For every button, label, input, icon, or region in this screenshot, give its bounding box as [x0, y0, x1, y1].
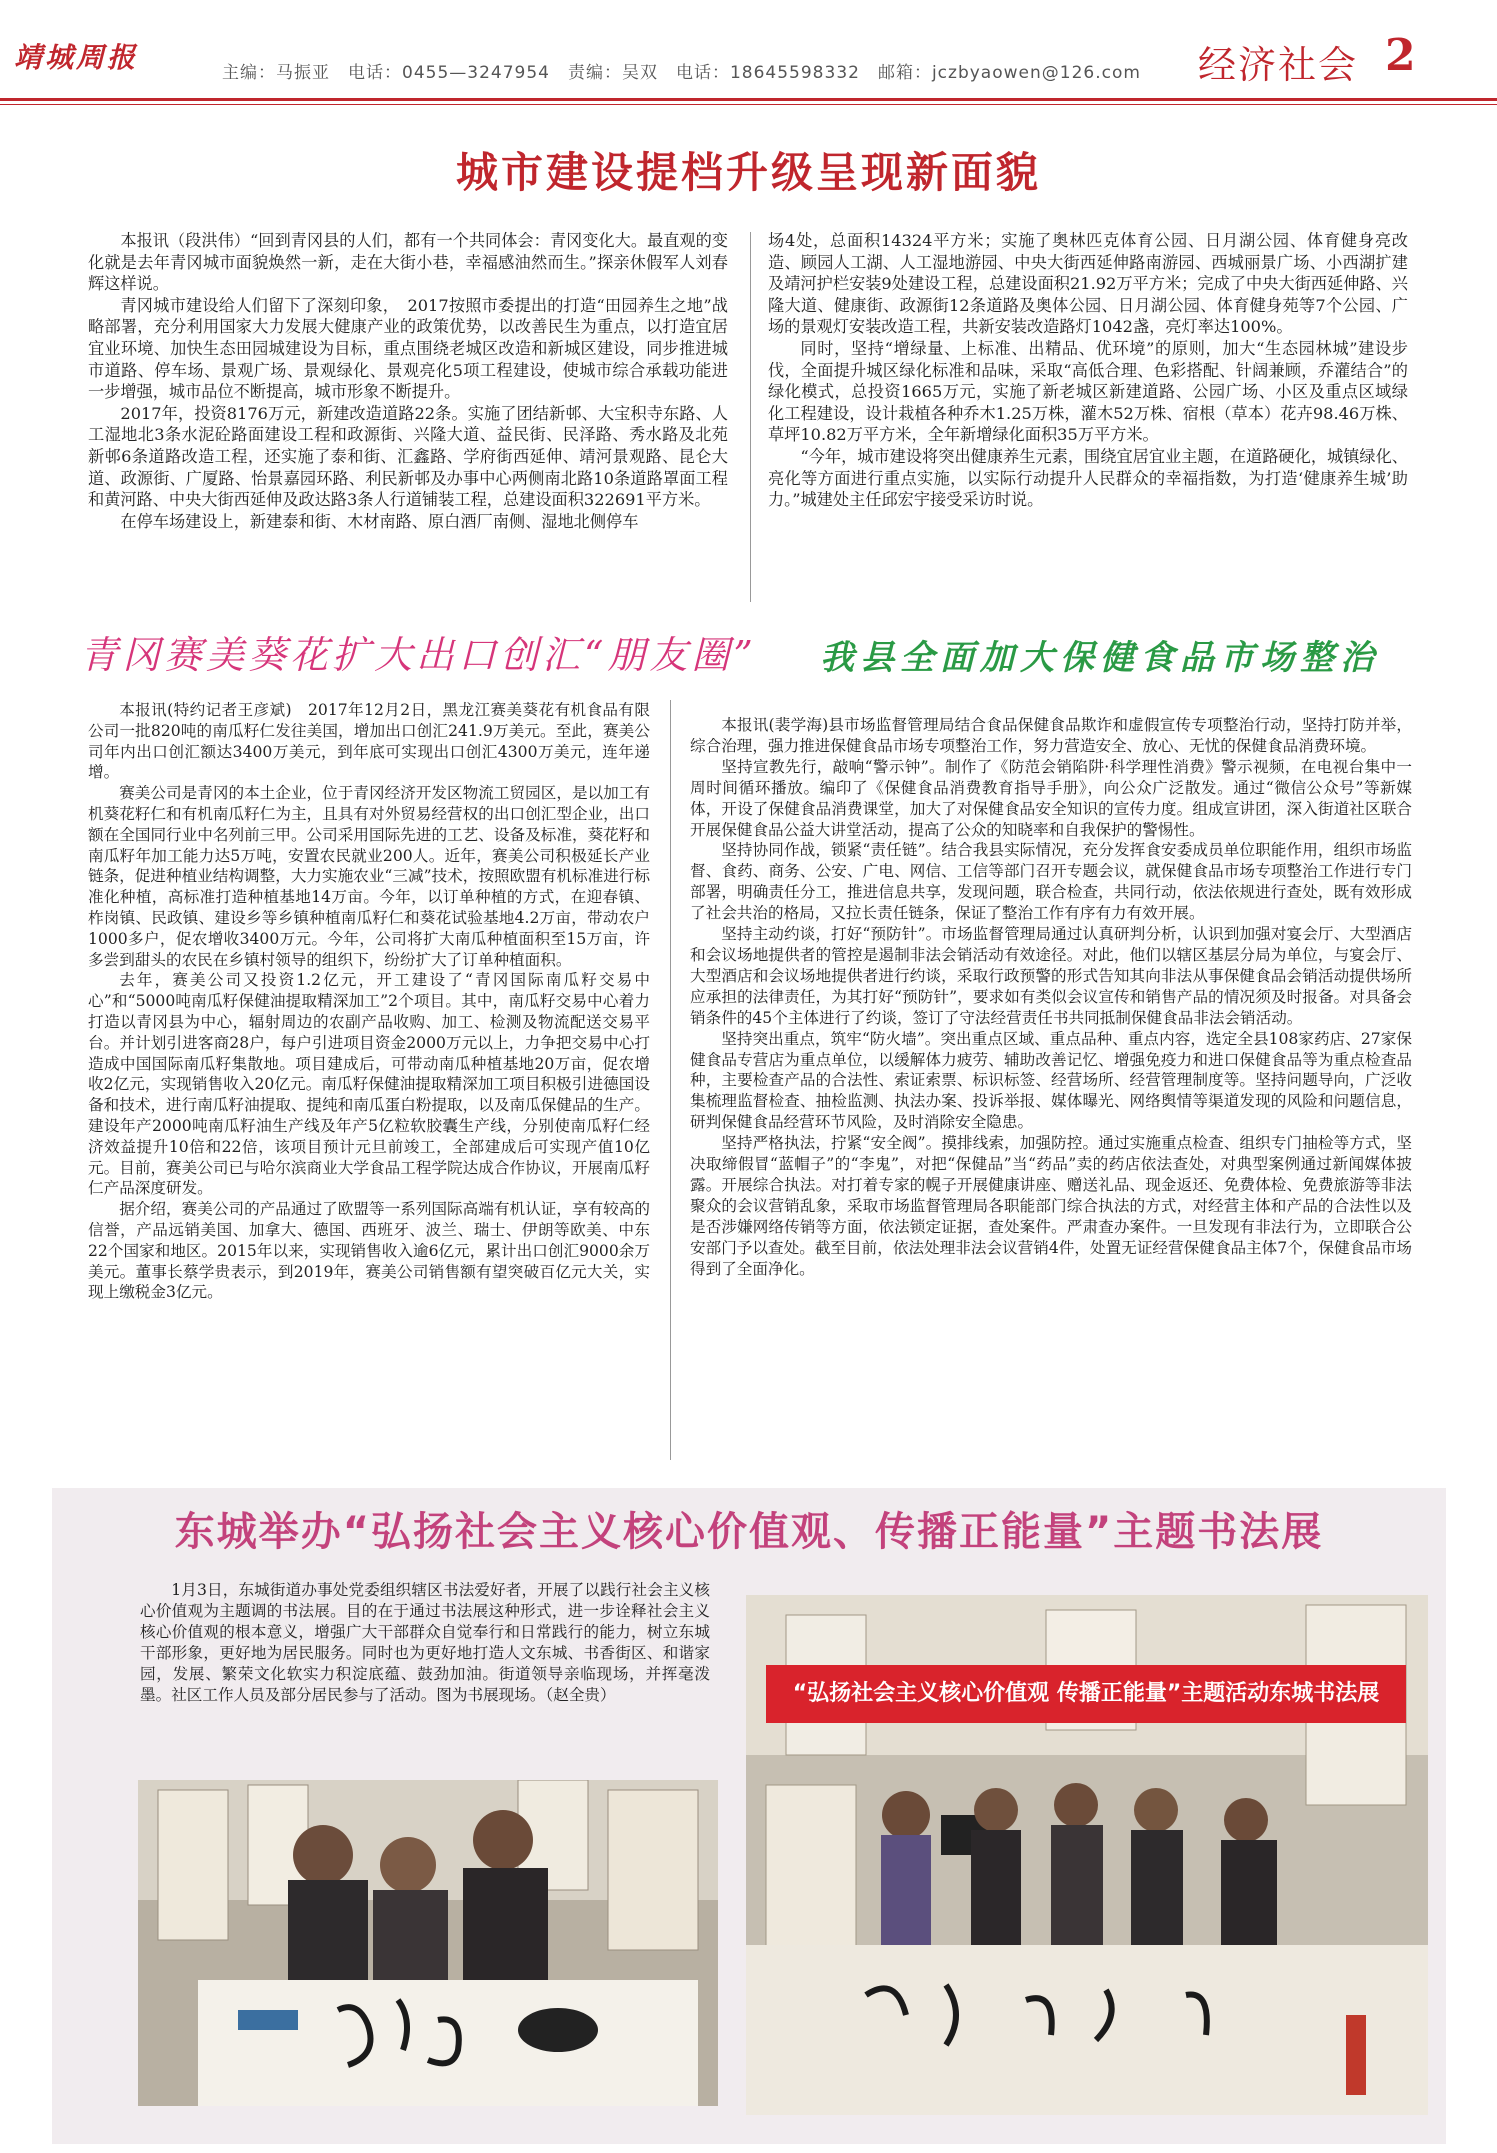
exhibition-banner: “弘扬社会主义核心价值观 传播正能量”主题活动东城书法展: [792, 1681, 1380, 1706]
article1-paragraph: 同时，坚持“增绿量、上标准、出精品、优环境”的原则，加大“生态园林城”建设步伐，全面提升城区绿化标准和品味，采取“高低合理、色彩搭配、针阔兼顾，乔灌结合”的绿化模式，总投资1665万元，实施了新老城区新建道路、公园广场、小区及重点区域绿化工程建设，设计栽植各种乔木1.25万株，灌木52万株、宿根（草本）花卉98.46万株、草坪10.82万平方米，全年新增绿化面积35万平方米。: [768, 338, 1408, 445]
article1-paragraph: 2017年，投资8176万元，新建改造道路22条。实施了团结新邨、大宝积寺东路、人工湿地北3条水泥砼路面建设工程和政源街、兴隆大道、益民街、民泽路、秀水路及北苑新邨6条道路改造工程，还实施了泰和街、汇鑫路、学府街西延伸、靖河景观路、昆仑大道、政源街、广厦路、怡景嘉园环路、利民新邨及办事中心两侧南北路10条道路罩面工程和黄河路、中央大街西延伸及政达路3条人行道铺装工程，总建设面积322691平方米。: [88, 403, 728, 510]
masthead: 靖城周报: [14, 41, 139, 74]
column-divider: [750, 232, 751, 602]
article2-paragraph: 去年，赛美公司又投资1.2亿元，开工建设了“青冈国际南瓜籽交易中心”和“5000吨南瓜籽保健油提取精深加工”2个项目。其中，南瓜籽交易中心着力打造以青冈县为中心，辐射周边的农副产品收购、加工、检测及物流配送交易平台。并计划引进客商28户，每户引进项目资金2000万元以上，力争把交易中心打造成中国国际南瓜籽集散地。项目建成后，可带动南瓜种植基地20万亩，促农增收2亿元，实现销售收入20亿元。南瓜籽保健油提取精深加工项目积极引进德国设备和技术，进行南瓜籽油提取、提纯和南瓜蛋白粉提取，以及南瓜保健品的生产。建设年产2000吨南瓜籽油生产线及年产5亿粒软胶囊生产线，分别使南瓜籽仁经济效益提升10倍和22倍，该项目预计元旦前竣工，全部建成后可实现产值10亿元。目前，赛美公司已与哈尔滨商业大学食品工程学院达成合作协议，开展南瓜籽仁产品深度研发。: [88, 971, 650, 1198]
article1-left-column: [88, 230, 728, 532]
photo-exhibition-hall: [746, 1595, 1428, 2115]
article2-paragraph: 赛美公司是青冈的本土企业，位于青冈经济开发区物流工贸园区，是以加工有机葵花籽仁和有机南瓜籽仁为主，且具有对外贸易经营权的出口创汇型企业，出口额在全国同行业中名列前三甲。公司采用国际先进的工艺、设备及标准，葵花籽和南瓜籽年加工能力达5万吨，安置农民就业200人。近年，赛美公司积极延长产业链条，促进种植业结构调整，大力实施农业“三减”技术，按照欧盟有机标准进行标准化种植，高标准打造种植基地14万亩。今年，以订单种植的方式，在迎春镇、柞岗镇、民政镇、建设乡等乡镇种植南瓜籽仁和葵花试验基地4.2万亩，带动农户1000多户，促农增收3400万元。今年，公司将扩大南瓜种植面积至15万亩，许多尝到甜头的农民在乡镇村领导的组织下，纷纷扩大了订单种植面积。: [88, 784, 650, 969]
editor-info: 主编：马振亚 电话：0455—3247954 责编：吴双 电话：18645598332 邮箱：jczbyaowen@126.com: [222, 63, 1141, 83]
article3-paragraph: 坚持协同作战，锁紧“责任链”。结合我县实际情况，充分发挥食安委成员单位职能作用，组织市场监督、食药、商务、公安、广电、网信、工信等部门召开专题会议，就保健食品市场专项整治工作进行专门部署，明确责任分工，推进信息共享，发现问题，联合检查，共同行动，依法依规进行查处，既有效形成了社会共治的格局，又拉长责任链条，保证了整治工作有序有力有效开展。: [690, 841, 1412, 923]
article3-paragraph: 坚持严格执法，拧紧“安全阀”。摸排线索，加强防控。通过实施重点检查、组织专门抽检等方式，坚决取缔假冒“蓝帽子”的“李鬼”，对把“保健品”当“药品”卖的药店依法查处，对典型案例通过新闻媒体披露。开展综合执法。对打着专家的幌子开展健康讲座、赠送礼品、现金返还、免费体检、免费旅游等非法聚众的会议营销乱象，采取市场监督管理局各职能部门综合执法的方式，对经营主体和产品的合法性以及是否涉嫌网络传销等方面，依法锁定证据，查处案件。严肃查办案件。一旦发现有非法行为，立即联合公安部门予以查处。截至目前，依法处理非法会议营销4件，处置无证经营保健食品主体7个，保健食品市场得到了全面净化。: [690, 1134, 1412, 1278]
article1-headline: 城市建设提档升级呈现新面貌: [455, 148, 1041, 197]
column-divider: [670, 700, 671, 1460]
article1-paragraph: 青冈城市建设给人们留下了深刻印象， 2017按照市委提出的打造“田园养生之地”战略部署，充分利用国家大力发展大健康产业的政策优势，以改善民生为重点，以打造宜居宜业环境、加快生态田园城建设为目标，重点围绕老城区改造和新城区建设，同步推进城市道路、停车场、景观广场、景观绿化、景观亮化5项工程建设，使城市综合承载功能进一步增强，城市品位不断提高，城市形象不断提升。: [88, 295, 728, 402]
page-number: 2: [1385, 30, 1416, 81]
article2-headline: 青冈赛美葵花扩大出口创汇“朋友圈”: [80, 633, 757, 677]
article2-paragraph: 据介绍，赛美公司的产品通过了欧盟等一系列国际高端有机认证，享有较高的信誉，产品远销美国、加拿大、德国、西班牙、波兰、瑞士、伊朗等欧美、中东22个国家和地区。2015年以来，实现销售收入逾6亿元，累计出口创汇9000余万美元。董事长蔡学贵表示，到2019年，赛美公司销售额有望突破百亿元大关，实现上缴税金3亿元。: [88, 1200, 650, 1302]
article1-paragraph: “今年，城市建设将突出健康养生元素，围绕宜居宜业主题，在道路硬化，城镇绿化、亮化等方面进行重点实施，以实际行动提升人民群众的幸福指数，为打造‘健康养生城’助力。”城建处主任邱宏宇接受采访时说。: [768, 446, 1408, 510]
article2-body: [88, 700, 650, 1303]
article1-paragraph: 场4处，总面积14324平方米；实施了奥林匹克体育公园、日月湖公园、体育健身亮改造、顾园人工湖、人工湿地游园、中央大街西延伸路南游园、西城丽景广场、小西湖扩建及靖河护栏安装9处建设工程，总建设面积21.92万平方米；完成了中央大街西延伸路、兴隆大道、健康街、政源街12条道路及奥体公园、日月湖公园、体育健身苑等7个公园、广场的景观灯安装改造工程，共新安装改造路灯1042盏，亮灯率达100%。: [768, 231, 1408, 337]
header-rule: [0, 98, 1497, 101]
article4-paragraph: 1月3日，东城街道办事处党委组织辖区书法爱好者，开展了以践行社会主义核心价值观为主题调的书法展。目的在于通过书法展这种形式，进一步诠释社会主义核心价值观的根本意义，增强广大干部群众自觉奉行和日常践行的能力，树立东城干部形象，更好地为居民服务。同时也为更好地打造人文东城、书香街区、和谐家园，发展、繁荣文化软实力积淀底蕴、鼓劲加油。街道领导亲临现场，并挥毫泼墨。社区工作人员及部分居民参与了活动。图为书展现场。（赵全贵）: [140, 1581, 710, 1704]
article1-paragraph: 在停车场建设上，新建泰和街、木材南路、原白酒厂南侧、湿地北侧停车: [120, 511, 639, 531]
page-header: [0, 0, 1497, 110]
article3-paragraph: 本报讯(裴学海)县市场监督管理局结合食品保健食品欺诈和虚假宣传专项整治行动，坚持打防并举，综合治理，强力推进保健食品市场专项整治工作，努力营造安全、放心、无忧的保健食品消费环境。: [690, 716, 1412, 755]
section-name: 经济社会: [1198, 43, 1359, 87]
article3-paragraph: 坚持主动约谈，打好“预防针”。市场监督管理局通过认真研判分析，认识到加强对宴会厅、大型酒店和会议场地提供者的管控是遏制非法会销活动有效途径。对此，他们以辖区基层分局为单位，与宴会厅、大型酒店和会议场地提供者进行约谈，采取行政预警的形式告知其向非法从事保健食品会销活动提供场所应承担的法律责任，为其打好“预防针”，要求如有类似会议宣传和销售产品的情况须及时报备。对具备会销条件的45个主体进行了约谈，签订了守法经营责任书共同抵制保健食品非法会销活动。: [690, 925, 1412, 1027]
article1-right-column: [768, 230, 1408, 511]
photo-calligraphy-table-image: [138, 1780, 718, 2106]
article1-paragraph: 本报讯（段洪伟）“回到青冈县的人们，都有一个共同体会：青冈变化大。最直观的变化就是去年青冈城市面貌焕然一新，走在大街小巷，幸福感油然而生。”探亲休假军人刘春辉这样说。: [88, 231, 728, 294]
article4-body: [140, 1580, 710, 1706]
article3-paragraph: 坚持突出重点，筑牢“防火墙”。突出重点区域、重点品种、重点内容，选定全县108家药店、27家保健食品专营店为重点单位，以缓解体力疲劳、辅助改善记忆、增强免疫力和进口保健食品等为重点检查品种，主要检查产品的合法性、索证索票、标识标签、经营场所、经营管理制度等。坚持问题导向，广泛收集梳理监督检查、抽检监测、执法办案、投诉举报、媒体曝光、网络舆情等渠道发现的风险和问题信息，研判保健食品经营环节风险，及时消除安全隐患。: [690, 1029, 1412, 1132]
article3-paragraph: 坚持宣教先行，敲响“警示钟”。制作了《防范会销陷阱·科学理性消费》警示视频，在电视台集中一周时间循环播放。编印了《保健食品消费教育指导手册》，向公众广泛散发。通过“微信公众号”等新媒体，开设了保健食品消费课堂，加大了对保健食品安全知识的宣传力度。组成宣讲团，深入街道社区联合开展保健食品公益大讲堂活动，提高了公众的知晓率和自我保护的警惕性。: [690, 757, 1412, 839]
article2-paragraph: 本报讯(特约记者王彦斌) 2017年12月2日，黑龙江赛美葵花有机食品有限公司一批820吨的南瓜籽仁发往美国，增加出口创汇241.9万美元。至此，赛美公司年内出口创汇额达3400万美元，到年底可实现出口创汇4300万美元，连年递增。: [88, 701, 650, 782]
article4-headline: 东城举办“弘扬社会主义核心价值观、传播正能量”主题书法展: [174, 1509, 1324, 1555]
photo-calligraphy-table: [138, 1780, 718, 2106]
article3-headline: 我县全面加大保健食品市场整治: [820, 638, 1380, 678]
header-rule-thin: [0, 104, 1497, 105]
article3-body: [690, 715, 1412, 1279]
